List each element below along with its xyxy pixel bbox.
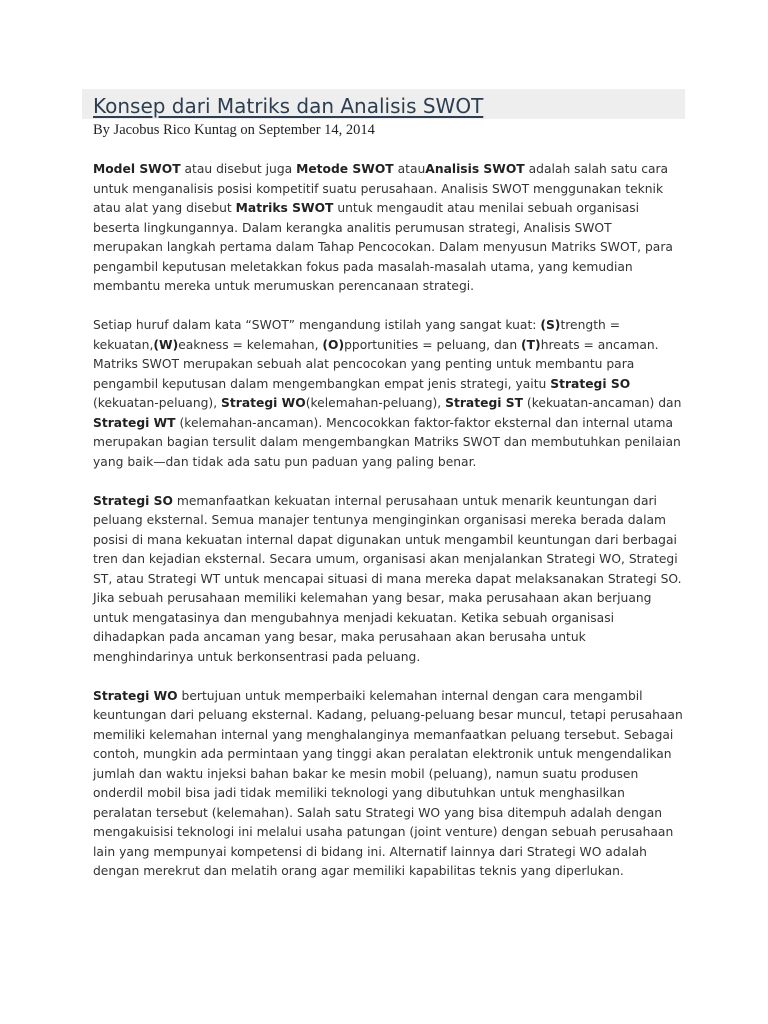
text-run: Setiap huruf dalam kata “SWOT” mengandung istilah yang sangat kuat: — [93, 318, 541, 332]
article-byline: By Jacobus Rico Kuntag on September 14, 2014 — [93, 122, 375, 138]
article-body — [93, 160, 683, 901]
text-run: eakness = kelemahan, — [178, 337, 323, 352]
text-run: pportunities = peluang, dan — [344, 337, 522, 352]
text-run: memanfaatkan kekuatan internal perusahaan untuk menarik keuntungan dari peluang eksternal. Semua manajer tentunya menginginkan organisasi mereka berada dalam posisi di mana kekuatan internal dapat digunakan untuk mengambil keuntungan dari berbagai tren dan kejadian eksternal. Secara umum, organisasi akan menjalankan Strategi WO, Strategi ST, atau Strategi WT untuk mencapai situasi di mana mereka dapat melaksanakan Strategi SO. Jika sebuah perusahaan memiliki kelemahan yang besar, maka perusahaan akan berjuang untuk mengatasinya dan mengubahnya menjadi kekuatan. Ketika sebuah organisasi dihadapkan pada ancaman yang besar, maka perusahaan akan berusaha untuk menghindarinya untuk berkonsentrasi pada peluang. — [93, 493, 682, 664]
bold-term: Model SWOT — [93, 162, 181, 176]
text-run: (kekuatan-peluang), — [93, 396, 222, 410]
bold-term: (T) — [521, 337, 541, 352]
text-run: (kekuatan-ancaman) dan — [522, 396, 682, 410]
bold-term: (S) — [540, 318, 561, 332]
paragraph-strategi-so — [93, 492, 683, 668]
bold-term: Strategi WO — [221, 396, 306, 410]
text-run: trength = kekuatan, — [93, 318, 621, 352]
bold-term: (O) — [322, 337, 345, 352]
text-run: (kelemahan-ancaman). Mencocokkan faktor-faktor eksternal dan internal utama merupakan bagian tersulit dalam mengembangkan Matriks SWOT dan membutuhkan penilaian yang baik—dan tidak ada satu pun paduan yang paling benar. — [93, 415, 681, 469]
text-run: hreats = ancaman. Matriks SWOT merupakan sebuah alat pencocokan yang penting untuk membantu para pengambil keputusan dalam mengembangkan empat jenis strategi, yaitu — [93, 337, 659, 391]
bold-term: (W) — [153, 337, 179, 352]
text-run: atau disebut juga — [180, 162, 297, 176]
bold-term: Metode SWOT — [296, 162, 394, 176]
text-run: untuk mengaudit atau menilai sebuah organisasi beserta lingkungannya. Dalam kerangka analitis perumusan strategi, Analisis SWOT merupakan langkah pertama dalam Tahap Pencocokan. Dalam menyusun Matriks SWOT, para pengambil keputusan meletakkan fokus pada masalah-masalah utama, yang kemudian membantu mereka untuk merumuskan perencanaan strategi. — [93, 201, 673, 293]
paragraph-strategi-wo — [93, 687, 683, 882]
article-title: Konsep dari Matriks dan Analisis SWOT — [93, 94, 484, 118]
bold-term: Strategi SO — [550, 376, 631, 391]
paragraph-model-swot — [93, 160, 683, 297]
bold-term: Analisis SWOT — [425, 162, 525, 176]
text-run: (kelemahan-peluang), — [305, 396, 446, 410]
bold-term: Strategi WO — [93, 688, 178, 703]
text-run: bertujuan untuk memperbaiki kelemahan internal dengan cara mengambil keuntungan dari peluang eksternal. Kadang, peluang-peluang besar muncul, tetapi perusahaan memiliki kelemahan internal yang menghalanginya memanfaatkan peluang tersebut. Sebagai contoh, mungkin ada permintaan yang tinggi akan peralatan elektronik untuk mengendalikan jumlah dan waktu injeksi bahan bakar ke mesin mobil (peluang), namun suatu produsen onderdil mobil bisa jadi tidak memiliki teknologi yang dibutuhkan untuk menghasilkan peralatan tersebut (kelemahan). Salah satu Strategi WO yang bisa ditempuh adalah dengan mengakuisisi teknologi ini melalui usaha patungan (joint venture) dengan sebuah perusahaan lain yang mempunyai kompetensi di bidang ini. Alternatif lainnya dari Strategi WO adalah dengan merekrut dan melatih orang agar memiliki kapabilitas teknis yang diperlukan. — [93, 688, 683, 878]
paragraph-swot-letters — [93, 316, 683, 472]
text-run: atau — [393, 162, 426, 176]
bold-term: Strategi WT — [93, 415, 176, 430]
bold-term: Matriks SWOT — [235, 201, 334, 215]
text-run: adalah salah satu cara untuk menganalisis posisi kompetitif suatu perusahaan. Analisis SWOT menggunakan teknik atau alat yang disebut — [93, 162, 669, 215]
bold-term: Strategi SO — [93, 493, 173, 508]
bold-term: Strategi ST — [445, 396, 523, 410]
